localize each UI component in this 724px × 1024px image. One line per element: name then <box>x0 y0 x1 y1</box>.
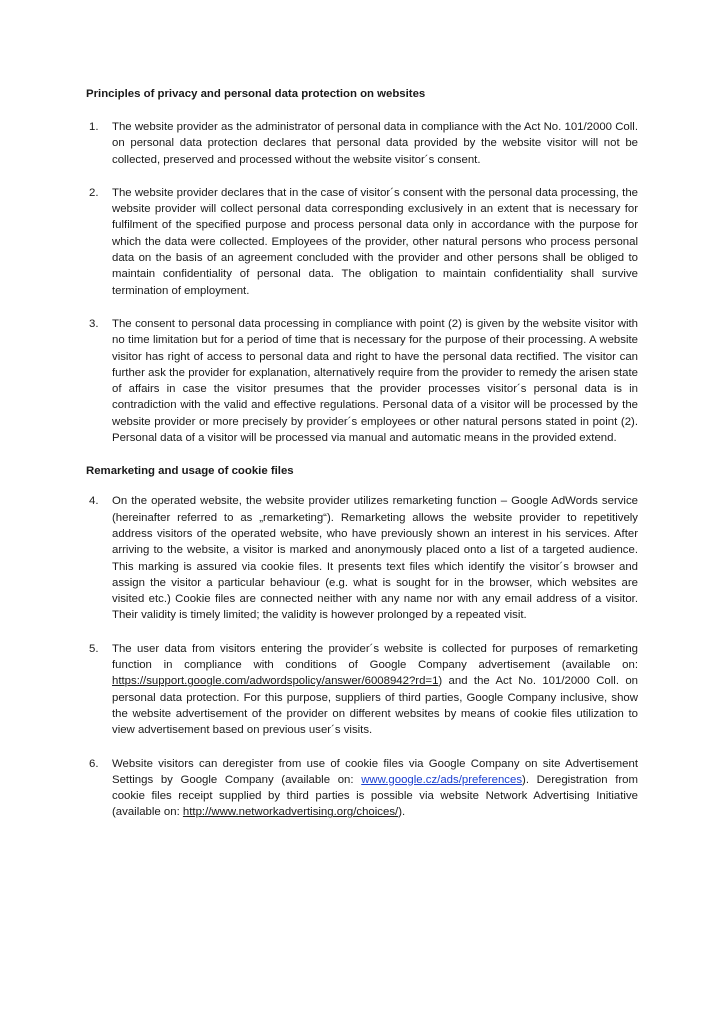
list-text: Website visitors can deregister from use of cookie files via Google Company on site Advertisement Settings by Google Company (available on: <box>112 757 638 786</box>
list-text: ). <box>398 806 406 819</box>
list-text: The website provider declares that in the case of visitor´s consent with the personal data processing, the website provider will collect personal data corresponding exclusively in an extent that is necessary for fulfilment of the specified purpose and process personal data only in accordance with the purpose for which the data were collected. Employees of the provider, other natural persons who process personal data on the basis of an agreement concluded with the provider and other persons shall be obliged to maintain confidentiality of personal data. The obligation to maintain confidentiality shall survive termination of employment. <box>112 186 638 297</box>
section-title-remarketing: Remarketing and usage of cookie files <box>86 465 294 478</box>
network-advertising-link[interactable]: http://www.networkadvertising.org/choices/ <box>182 806 399 819</box>
google-adwords-policy-link[interactable]: https://support.google.com/adwordspolicy/answer/6008942?rd=1 <box>112 675 439 688</box>
list-text: ) and the Act No. 101/2000 Coll. on personal data protection. For this purpose, suppliers of third parties, Google Company inclusive, show the website advertisement of the provider on different websites by means of cookie files utilization to view advertisement based on previous user´s visits. <box>112 675 638 737</box>
privacy-list <box>86 119 638 446</box>
list-text: The website provider as the administrator of personal data in compliance with the Act No. 101/2000 Coll. on personal data protection declares that personal data provided by the website visitor will not be collected, preserved and processed without the website visitor´s consent. <box>112 121 638 166</box>
list-number: 5. <box>89 642 99 655</box>
remarketing-list <box>86 493 638 820</box>
list-item <box>86 185 638 299</box>
list-number: 3. <box>89 317 99 330</box>
list-number: 4. <box>89 495 99 508</box>
list-text: ). Deregistration from cookie files receipt supplied by third parties is possible via website Network Advertising Initiative (available on: <box>112 773 638 819</box>
list-item <box>86 493 638 623</box>
section-title-privacy: Principles of privacy and personal data protection on websites <box>86 88 426 100</box>
list-number: 1. <box>89 121 99 133</box>
list-item <box>86 316 638 446</box>
google-ads-preferences-link[interactable]: www.google.cz/ads/preferences <box>361 773 523 786</box>
list-item <box>86 119 638 168</box>
list-number: 6. <box>89 757 99 770</box>
list-number: 2. <box>89 186 99 199</box>
list-text: The consent to personal data processing in compliance with point (2) is given by the website visitor with no time limitation but for a period of time that is necessary for the purpose of their processing. A website visitor has right of access to personal data and right to have the personal data rectified. The visitor can further ask the provider for explanation, alternatively require from the provider to remedy the arisen state of affairs in case the visitor presumes that the provider processes visitor´s personal data is in contradiction with the valid and effective regulations. Personal data of a visitor will be processed by the website provider or more precisely by provider´s employees or other natural persons stated in point (2). Personal data of a visitor will be processed via manual and automatic means in the provided extend. <box>112 317 638 445</box>
list-item <box>86 641 638 739</box>
list-text: The user data from visitors entering the provider´s website is collected for purposes of remarketing function in compliance with conditions of Google Company advertisement (available on: <box>112 642 638 672</box>
list-text: On the operated website, the website provider utilizes remarketing function – Google AdWords service (hereinafter referred to as „remarketing“). Remarketing allows the website provider to repetitively address visitors of the operated website, who have previously shown an interest in his services. After arriving to the website, a visitor is marked and anonymously placed onto a list of a targeted audience. This marking is assured via cookie files. It presents text files which identify the visitor´s browser and assign the visitor a particular behaviour (e.g. what is sought for in the browser, which websites are visited etc.) Cookie files are connected neither with any name nor with any email address of a visitor. Their validity is timely limited; the validity is however prolonged by a repeated visit. <box>112 495 638 622</box>
list-item <box>86 756 638 821</box>
